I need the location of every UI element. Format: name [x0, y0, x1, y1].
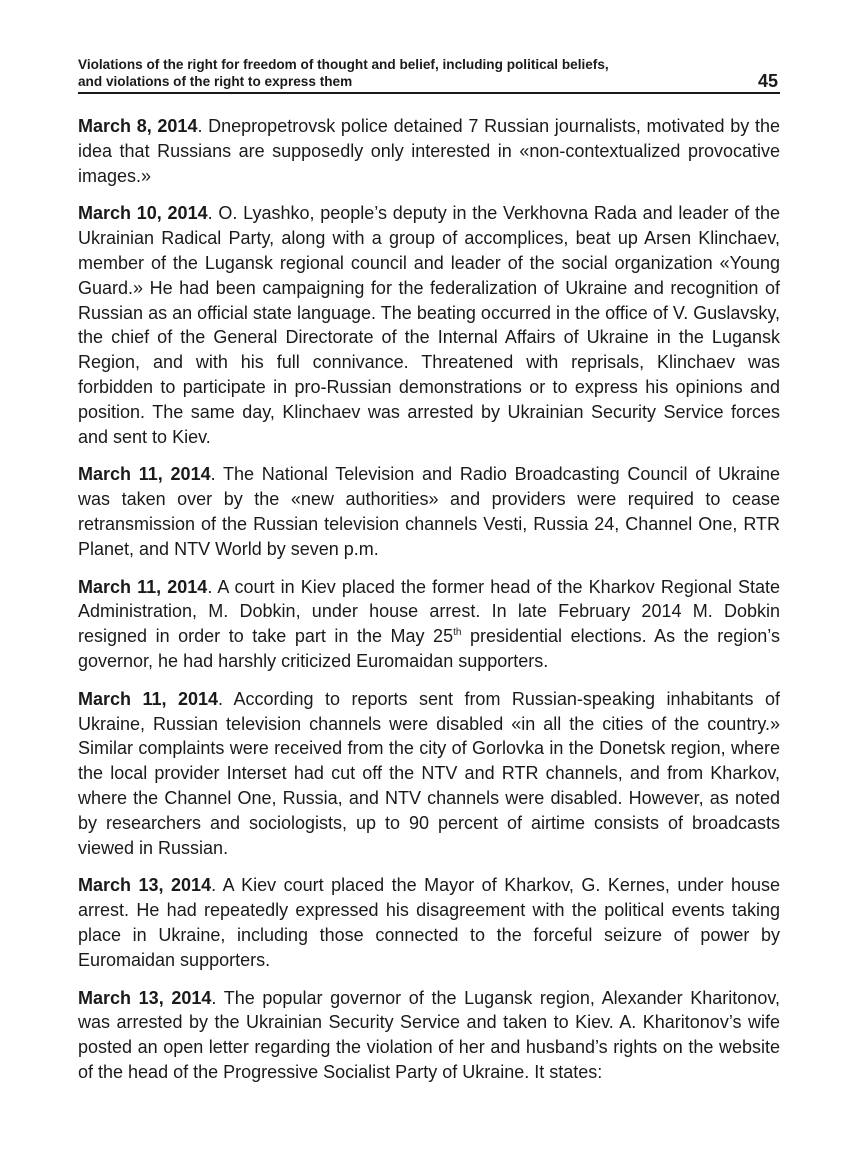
entry-superscript: th [453, 627, 462, 639]
page-number: 45 [757, 71, 778, 91]
entry-march-10 [78, 201, 780, 449]
entry-date: March 13, 2014 [78, 875, 212, 896]
entry-date: March 11, 2014 [78, 464, 211, 485]
entry-text: . The National Television and Radio Broadcasting Council of Ukraine was taken over by the «new authorities» and providers were required to cease retransmission of the Russian television channels Vesti, Russia 24, Channel One, RTR Planet, and NTV World by seven p.m. [78, 464, 780, 559]
entry-text: . According to reports sent from Russian-speaking inhabitants of Ukraine, Russian television channels were disabled «in all the cities of the country.» Similar complaints were received from the city of Gorlovka in the Donetsk region, where the local provider Interset had cut off the NTV and RTR channels, and from Kharkov, where the Channel One, Russia, and NTV channels were disabled. However, as noted by researchers and sociologists, up to 90 percent of airtime consists of broadcasts viewed in Russian. [78, 688, 780, 858]
running-header [78, 54, 780, 94]
header-title [78, 56, 718, 90]
entry-march-13-kharitonov [78, 986, 780, 1085]
document-page [78, 54, 780, 1098]
header-title-line-2: and violations of the right to express them [78, 74, 353, 89]
entry-text: . The popular governor of the Lugansk region, Alexander Kharitonov, was arrested by the Ukrainian Security Service and taken to Kiev. A. Kharitonov’s wife posted an open letter regarding the violation of her and husband’s rights on the website of the head of the Progressive Socialist Party of Ukraine. It states: [78, 987, 780, 1082]
entry-date: March 8, 2014 [78, 116, 198, 136]
entry-text-continued: presidential elections. As the region’s governor, he had harshly criticized Euromaidan supporters. [78, 626, 780, 671]
entry-date: March 11, 2014 [78, 576, 208, 597]
entry-date: March 11, 2014 [78, 688, 219, 709]
entry-text: . Dnepropetrovsk police detained 7 Russian journalists, motivated by the idea that Russians are supposedly only interested in «non-contextualized provocative images.» [78, 116, 780, 186]
entry-text: . A court in Kiev placed the former head of the Kharkov Regional State Administration, M. Dobkin, under house arrest. In late February 2014 M. Dobkin resigned in order to take part in the May 25 [78, 576, 781, 647]
chronology-entries [78, 114, 780, 1085]
entry-march-13-kernes [78, 873, 780, 972]
entry-march-11-broadcasting [78, 462, 780, 561]
header-title-line-1: Violations of the right for freedom of thought and belief, including political beliefs, [78, 57, 609, 72]
entry-march-8 [78, 114, 780, 188]
entry-date: March 13, 2014 [78, 987, 212, 1008]
entry-text: . A Kiev court placed the Mayor of Kharkov, G. Kernes, under house arrest. He had repeatedly expressed his disagreement with the political events taking place in Ukraine, including those connected to the forceful seizure of power by Euromaidan supporters. [78, 875, 780, 970]
entry-march-11-channels [78, 687, 780, 861]
entry-text: . O. Lyashko, people’s deputy in the Verkhovna Rada and leader of the Ukrainian Radical Party, along with a group of accomplices, beat up Arsen Klinchaev, member of the Lugansk regional council and leader of the social organization «Young Guard.» He had been campaigning for the federalization of Ukraine and recognition of Russian as an official state language. The beating occurred in the office of V. Guslavsky, the chief of the General Directorate of the Internal Affairs of Ukraine in the Lugansk Region, and with his full connivance. Threatened with reprisals, Klinchaev was forbidden to participate in pro-Russian demonstrations or to express his opinions and position. The same day, Klinchaev was arrested by Ukrainian Security Service forces and sent to Kiev. [78, 203, 780, 447]
entry-date: March 10, 2014 [78, 203, 208, 224]
entry-march-11-dobkin [78, 575, 780, 674]
